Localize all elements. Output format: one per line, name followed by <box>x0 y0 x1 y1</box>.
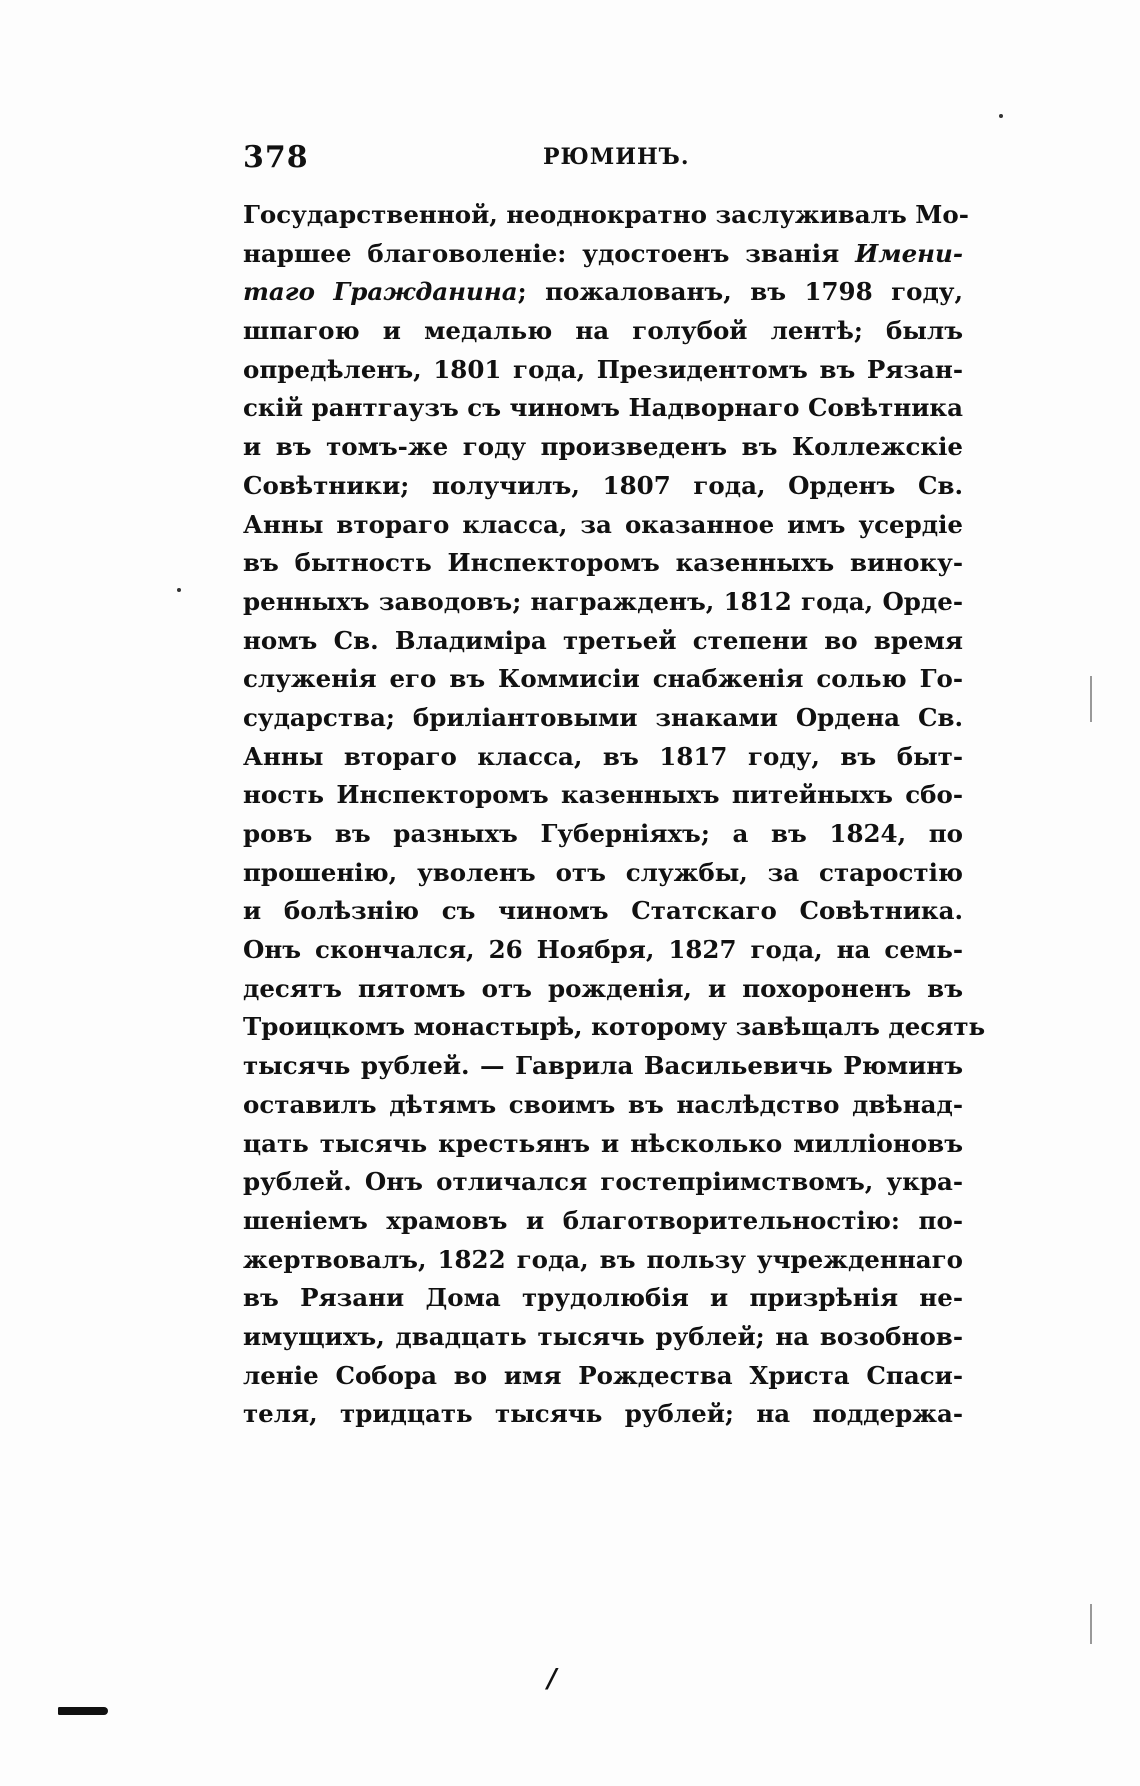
text-line: Анны втораго класса, за оказанное имъ усердіе <box>243 509 963 539</box>
text-line: теля, тридцать тысячь рублей; на поддержа- <box>243 1399 963 1429</box>
text-line <box>243 273 963 312</box>
italic-phrase: таго Гражданина <box>243 277 518 307</box>
text-line: Совѣтники; получилъ, 1807 года, Орденъ Св. <box>243 470 963 500</box>
text-line: тысячь рублей. — Гаврила Васильевичь Рюминъ <box>243 1051 963 1081</box>
italic-phrase: Имени- <box>855 238 963 268</box>
text-line: опредѣленъ, 1801 года, Президентомъ въ Рязан- <box>243 354 963 384</box>
text-line: леніе Собора во имя Рождества Христа Спаси- <box>243 1360 963 1390</box>
text-line: и болѣзнію съ чиномъ Статскаго Совѣтника. <box>243 896 963 926</box>
text-line-segment: таго Гражданина; пожалованъ, въ 1798 году, <box>243 277 963 307</box>
text-line: ренныхъ заводовъ; награжденъ, 1812 года, Орде- <box>243 586 963 616</box>
text-line: шеніемъ храмовъ и благотворительностію: по- <box>243 1205 963 1235</box>
text-line: рублей. Онъ отличался гостепріимствомъ, укра- <box>243 1167 963 1197</box>
text-line: десятъ пятомъ отъ рожденія, и похороненъ въ <box>243 973 963 1003</box>
page-number: 378 <box>243 140 309 175</box>
scan-speck <box>999 114 1003 118</box>
page-header <box>243 140 963 180</box>
text-line: Государственной, неоднократно заслуживалъ Мо- <box>243 200 969 229</box>
text-line: въ бытность Инспекторомъ казенныхъ виноку- <box>243 548 963 578</box>
text-line-segment: наршее благоволеніе: удостоенъ званія Имени- <box>243 238 963 268</box>
text-line: ность Инспекторомъ казенныхъ питейныхъ сбо- <box>243 780 963 810</box>
text-line: служенія его въ Коммисіи снабженія солью Го- <box>243 664 963 694</box>
text-line: скій рантгаузъ съ чиномъ Надворнаго Совѣтника <box>243 393 963 423</box>
text-line: прошенію, уволенъ отъ службы, за старостію <box>243 857 963 887</box>
text-line: шпагою и медалью на голубой лентѣ; былъ <box>243 316 963 346</box>
text-line: жертвовалъ, 1822 года, въ пользу учрежденнаго <box>243 1244 963 1274</box>
text-line: и въ томъ-же году произведенъ въ Коллежскіе <box>243 432 963 462</box>
scan-margin-tick <box>1090 1604 1092 1644</box>
scan-margin-tick <box>1090 676 1092 722</box>
text-line: номъ Св. Владиміра третьей степени во время <box>243 625 963 655</box>
text-line: имущихъ, двадцать тысячь рублей; на возобнов- <box>243 1321 963 1351</box>
text-line: ровъ въ разныхъ Губерніяхъ; а въ 1824, по <box>243 819 963 848</box>
text-line: сударства; бриліантовыми знаками Ордена Св. <box>243 702 963 732</box>
text-line: въ Рязани Дома трудолюбія и призрѣнія не- <box>243 1283 963 1313</box>
body-text <box>243 196 986 1434</box>
scan-edge-mark <box>58 1707 108 1715</box>
text-line: Онъ скончался, 26 Ноября, 1827 года, на семь- <box>243 935 963 965</box>
text-line: цать тысячь крестьянъ и нѣсколько милліоновъ <box>243 1128 963 1158</box>
running-title: РЮМИНЪ. <box>543 144 690 170</box>
text-line: оставилъ дѣтямъ своимъ въ наслѣдство двѣнад- <box>243 1089 963 1119</box>
text-line: Троицкомъ монастырѣ, которому завѣщалъ десять <box>243 1012 986 1042</box>
text-line <box>243 235 963 274</box>
scan-speck <box>177 588 181 592</box>
text-line: Анны втораго класса, въ 1817 году, въ быт- <box>243 741 963 771</box>
footer-mark: / <box>547 1664 557 1694</box>
